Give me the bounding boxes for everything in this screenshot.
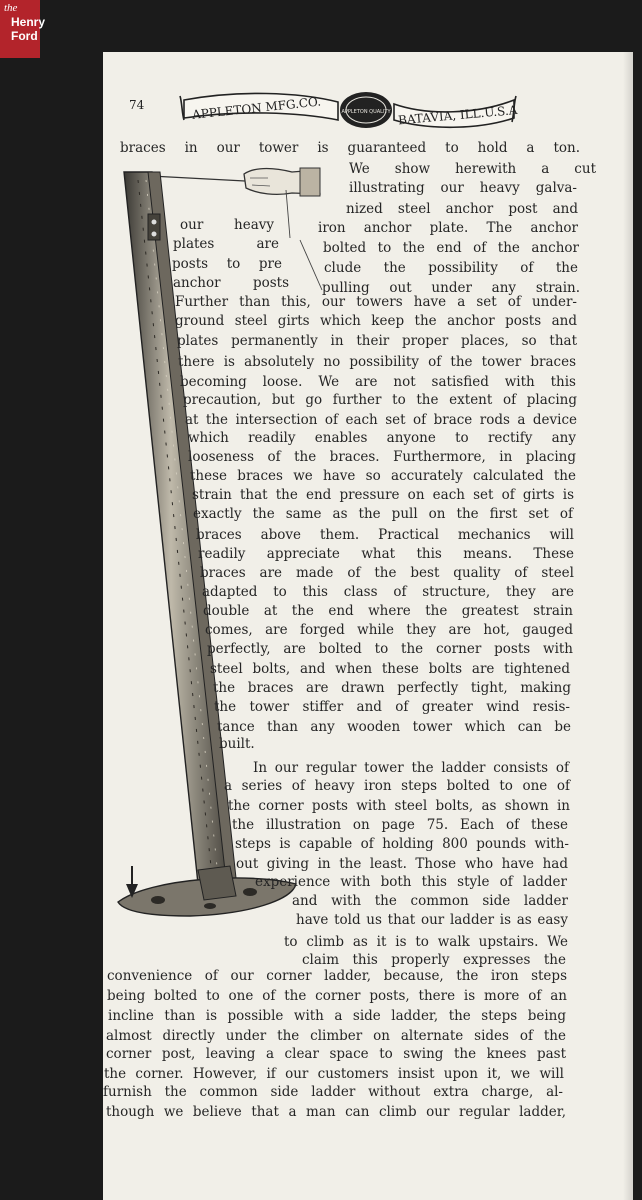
text-line: In our regular tower the ladder consists of — [253, 760, 569, 776]
page-number: 74 — [129, 98, 145, 112]
text-line: perfectly, are bolted to the corner posts with — [207, 641, 573, 657]
text-line: being bolted to one of the corner posts, there is more of an — [107, 988, 567, 1004]
watermark-the: the — [4, 2, 18, 14]
text-line: to climb as it is to walk upstairs. We — [284, 934, 568, 950]
text-line: convenience of our corner ladder, because, the iron steps — [107, 968, 567, 984]
text-line: at the intersection of each set of brace rods a device — [185, 412, 577, 428]
text-line: posts to pre — [172, 256, 282, 272]
text-line: nized steel anchor post and — [346, 201, 578, 217]
text-line: tance than any wooden tower which can be — [217, 719, 571, 735]
text-line: pulling out under any strain. — [322, 280, 580, 296]
text-line: corner post, leaving a clear space to swing the knees past — [106, 1046, 566, 1062]
text-line: the tower stiffer and of greater wind resis- — [214, 699, 570, 715]
text-line: furnish the common side ladder without extra charge, al- — [103, 1084, 563, 1100]
text-line: out giving in the least. Those who have had — [236, 856, 568, 872]
text-line: Further than this, our towers have a set of under- — [175, 294, 577, 310]
text-line: bolted to the end of the anchor — [323, 240, 579, 256]
text-line: precaution, but go further to the extent of placing — [183, 392, 577, 408]
text-line: though we believe that a man can climb our regular ladder, — [106, 1104, 566, 1120]
text-line: and with the common side ladder — [292, 893, 568, 909]
text-line: steel bolts, and when these bolts are tightened — [210, 661, 570, 677]
text-line: our heavy — [180, 217, 274, 233]
text-line: braces in our tower is guaranteed to hold a ton. — [120, 140, 580, 156]
text-line: the illustration on page 75. Each of these — [232, 817, 568, 833]
header-company: APPLETON MFG.CO. — [191, 94, 322, 122]
text-line: experience with both this style of ladder — [255, 874, 567, 890]
text-line: the braces are drawn perfectly tight, making — [213, 680, 571, 696]
header-seal-text: APPLETON QUALITY — [341, 109, 391, 115]
watermark-henry: Henry — [11, 15, 46, 29]
text-line: ground steel girts which keep the anchor posts and — [175, 313, 577, 329]
text-line: comes, are forged while they are hot, gauged — [205, 622, 573, 638]
watermark-ford: Ford — [11, 29, 38, 43]
text-line: becoming loose. We are not satisfied with this — [180, 374, 576, 390]
text-line: iron anchor plate. The anchor — [318, 220, 578, 236]
text-line: adapted to this class of structure, they are — [202, 584, 574, 600]
text-line: We show herewith a cut — [349, 161, 596, 177]
text-line: looseness of the braces. Furthermore, in placing — [188, 449, 576, 465]
text-line: plates are — [173, 236, 279, 252]
text-line: these braces we have so accurately calculated the — [190, 468, 576, 484]
text-line: anchor posts — [173, 275, 289, 291]
text-line: have told us that our ladder is as easy — [296, 912, 568, 928]
text-line: illustrating our heavy galva- — [349, 180, 577, 196]
text-line: incline than is possible with a side ladder, the steps being — [108, 1008, 566, 1024]
text-line: readily appreciate what this means. These — [198, 546, 574, 562]
text-line: strain that the end pressure on each set of girts is — [192, 487, 574, 503]
text-line: almost directly under the climber on alternate sides of the — [106, 1028, 566, 1044]
text-line: exactly the same as the pull on the first set of — [193, 506, 573, 522]
text-line: a series of heavy iron steps bolted to one of — [224, 778, 570, 794]
text-line: plates permanently in their proper places, so that — [177, 333, 577, 349]
text-line: there is absolutely no possibility of the tower braces — [178, 354, 576, 370]
text-line: double at the end where the greatest strain — [203, 603, 573, 619]
text-line: the corner. However, if our customers insist upon it, we will — [104, 1066, 564, 1082]
header-location: BATAVIA, ILL.U.S.A — [397, 102, 518, 128]
text-line: built. — [219, 736, 255, 752]
text-line: the corner posts with steel bolts, as shown in — [228, 798, 570, 814]
text-line: braces are made of the best quality of steel — [200, 565, 574, 581]
text-line: which readily enables anyone to rectify any — [188, 430, 576, 446]
text-line: clude the possibility of the — [324, 260, 578, 276]
text-line: braces above them. Practical mechanics will — [196, 527, 574, 543]
text-line: steps is capable of holding 800 pounds with- — [235, 836, 569, 852]
text-line: claim this properly expresses the — [302, 952, 566, 968]
